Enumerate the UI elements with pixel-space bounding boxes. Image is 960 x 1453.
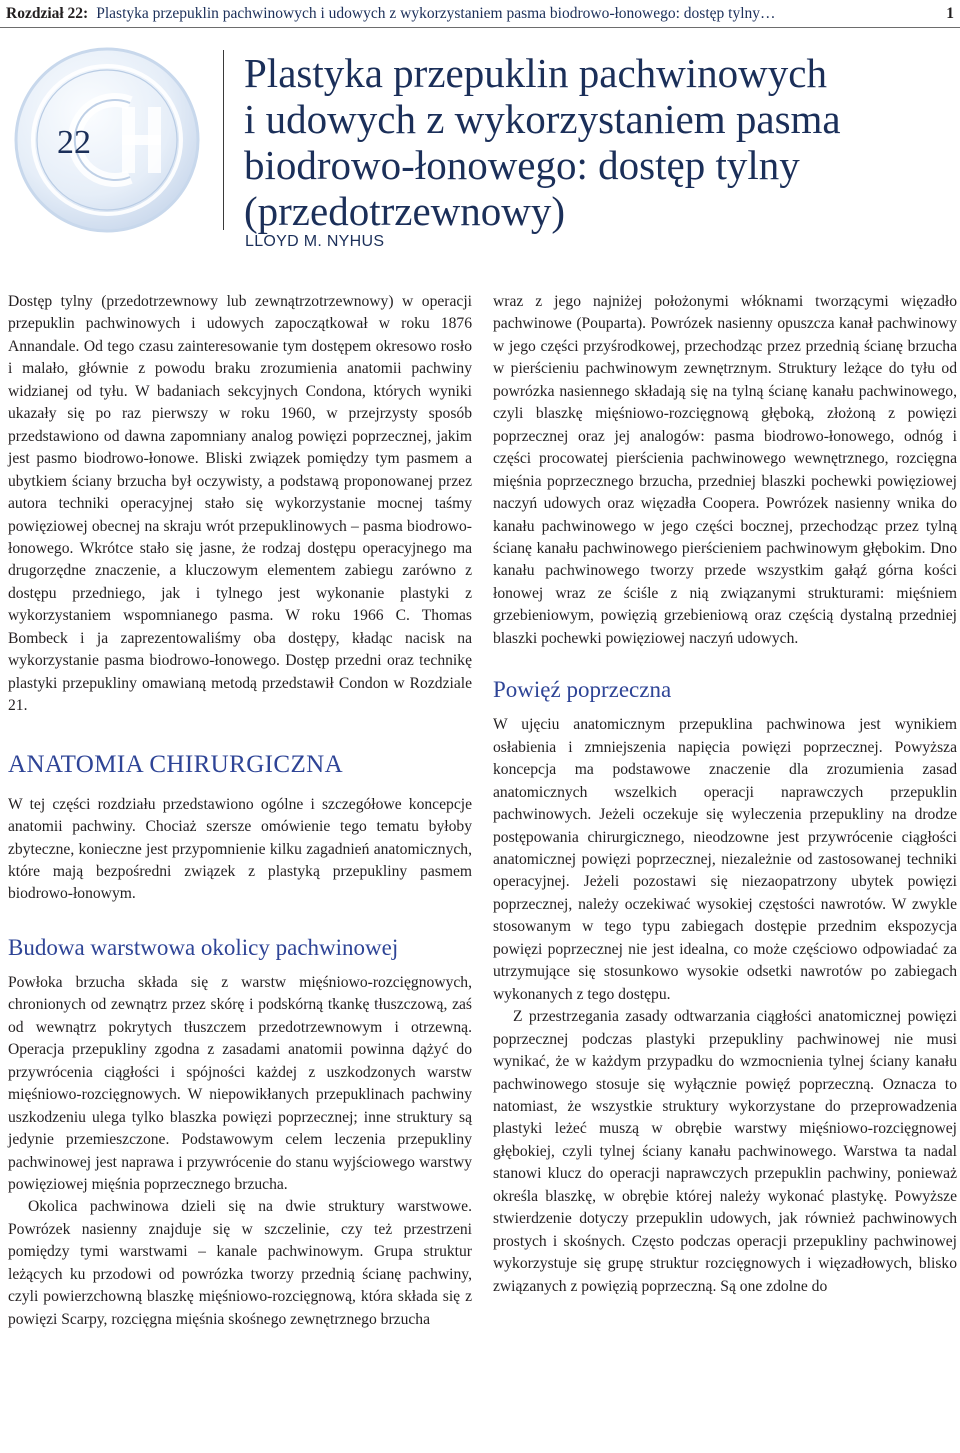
- chapter-title-line: Plastyka przepuklin pachwinowych: [244, 50, 827, 96]
- subsection-heading: Budowa warstwowa okolicy pachwinowej: [8, 934, 399, 960]
- body-paragraph: Z przestrzegania zasady odtwarzania ciągłości anatomicznej powięzi poprzecznej podczas plastyki przepukliny pachwinowej nie musi wynikać, że w każdym przypadku do wzmocnienia tylnej ściany kanału pachwinowego stosuje się wyłącznie powięź poprzeczną. Oznacza to natomiast, że wszystkie struktury wykorzystane do przeprowadzenia plastyki leżeć muszą w obrębie warstwy mięśniowo-rozcięgnowej głębokiej, czyli tylnej ściany kanału pachwinowego. Warstwa ta nadal stanowi klucz do operacji naprawczych przepuklin pachwiny, ponieważ określa blaszkę, w obrębie której należy wykonać plastykę. Powyższe stwierdzenie dotyczy przepuklin udowych, jak również pachwinowych prostych i skośnych. Często podczas operacji przepukliny pachwinowej wykorzystuje się grupę struktur rozcięgnowych i więzadłowych, blisko związanych z powięzią poprzeczną. Są one zdolne do: [493, 1008, 957, 1295]
- title-divider: [223, 50, 224, 230]
- body-paragraph: wraz z jego najniżej położonymi włóknami tworzącymi więzadło pachwinowe (Pouparta). Powrózek nasienny opuszcza kanał pachwinowy w jego części przyśrodkowej, przechodząc przez przednią ścianę brzucha w pierścieniu pachwinowym zewnętrznym. Struktury leżące do tyłu od powrózka nasiennego składają się na tylną ścianę kanału pachwinowego, czyli blaszkę mięśniowo-rozcięgnową głęboką, złożoną z powięzi poprzecznej oraz jej analogów: pasma biodrowo-łonowego, odnóg i części procowatej pierścienia pachwinowego wewnętrznego, rozcięgna mięśnia poprzecznego brzucha, przedniej blaszki pochewki powięziowej naczyń udowych oraz więzadła Coopera. Powrózek nasienny wnika do kanału pachwinowego w jego części bocznej, przechodząc przez tylną ścianę kanału pachwinowego pierścieniem pachwinowym głębokim. Dno kanału pachwinowego tworzy przede wszystkim gałąź górna kości łonowej wraz ze ściśle z nią związanymi strukturami: mięśniem grzebieniowym, powięzią grzebieniową oraz częścią dystalną przedniej blaszki pochewki powięziowej naczyń udowych.: [493, 293, 957, 647]
- chapter-title: [244, 50, 944, 234]
- chapter-title-line: biodrowo-łonowego: dostęp tylny: [244, 142, 800, 188]
- chapter-badge: [12, 45, 202, 235]
- chapter-number: 22: [57, 124, 91, 161]
- header-divider: [0, 27, 960, 28]
- body-paragraph: W ujęciu anatomicznym przepuklina pachwinowa jest wynikiem osłabienia i zmniejszenia napięcia powięzi poprzecznej. Powyższa koncepcja ma podstawowe znaczenie dla zrozumienia zasad anatomicznych wszelkich operacji naprawczych przepuklin pachwinowych. Jeżeli oczekuje się wyleczenia przepukliny na drodze postępowania chirurgicznego, nieodzowne jest przywrócenie ciągłości anatomicznej powięzi poprzecznej, niezależnie od zastosowanej techniki operacyjnej. Jeżeli pozostawi się niezaopatrzony ubytek powięzi poprzecznej, należy oczekiwać wysokiej częstości nawrotów. W zwykle stosowanym w tego typu zabiegach dostępie przednim ekspozycja powięzi poprzecznej nie jest idealna, co może częściowo odpowiadać za utrzymujące się stosunkowo wysokie odsetki nawrotów po zabiegach wykonanych z tego dostępu.: [493, 716, 957, 1003]
- body-paragraph: Okolica pachwinowa dzieli się na dwie struktury warstwowe. Powrózek nasienny znajduje się w szczelinie, czy też przestrzeni pomiędzy tymi warstwami – kanale pachwinowym. Grupa struktur leżących ku przodowi od powrózka tworzy przednią ścianę pachwiny, czyli powierzchowną blaszkę mięśniowo-rozcięgnową, która składa się z powięzi Scarpy, rozcięgna mięśnia skośnego zewnętrznego brzucha: [8, 1198, 472, 1328]
- chapter-title-line: i udowych z wykorzystaniem pasma: [244, 96, 841, 142]
- chapter-badge-emblem-icon: [12, 45, 202, 235]
- running-header-chapter: Rozdział 22:: [6, 5, 89, 22]
- page-number: 1: [946, 5, 954, 22]
- subsection-heading: Powięź poprzeczna: [493, 677, 672, 703]
- chapter-author: LLOYD M. NYHUS: [245, 233, 385, 250]
- intro-paragraph: Dostęp tylny (przedotrzewnowy lub zewnątrzotrzewnowy) w operacji przepuklin pachwinowych i udowych zapoczątkował w roku 1876 Annandale. Od tego czasu zainteresowanie tym dostępem okresowo rosło i malało, głównie z powodu braku zrozumienia anatomii pachwiny widzianej od tyłu. W badaniach sekcyjnych Condona, których wyniki ukazały się po raz pierwszy w roku 1960, w przejrzysty sposób przedstawiono od dawna zapomniany analog powięzi poprzecznej, jakim jest pasmo biodrowo-łonowe. Bliski związek pomiędzy tym pasmem a ubytkiem ściany brzucha był oczywisty, a podstawą proponowanej przez autora techniki operacyjnej stało się wykorzystanie mocnej taśmy powięziowej obecnej na skraju wrót przepuklinowych – pasma biodrowo-łonowego. Wkrótce stało się jasne, że rodzaj dostępu operacyjnego ma drugorzędne znaczenie, a kluczowym elementem zabiegu zarówno z dostępu przedniego, jak i tylnego jest wykonanie plastyki z wykorzystaniem wspomnianego pasma. W roku 1966 C. Thomas Bombeck i ja zaprezentowaliśmy oba dostępy, kładąc nacisk na wykorzystanie pasma biodrowo-łonowego. Dostęp przedni oraz technikę plastyki przepukliny omawianą metodą przedstawił Condon w Rozdziale 21.: [8, 293, 472, 715]
- right-column: [493, 291, 957, 1298]
- left-column: [8, 291, 472, 1331]
- chapter-title-line: (przedotrzewnowy): [244, 188, 566, 234]
- body-paragraph: Powłoka brzucha składa się z warstw mięśniowo-rozcięgnowych, chronionych od zewnątrz przez skórę i podskórną tkankę tłuszczową, zaś od wewnątrz pokrytych tłuszczem przedotrzewnowym i otrzewną. Operacja przepukliny zgodna z zasadami anatomii powinna dążyć do przywrócenia ciągłości i spójności każdej z uszkodzonych warstw mięśniowo-rozcięgnowych. W niepowikłanych przepuklinach pachwiny uszkodzeniu ulega tylko blaszka powięzi poprzecznej; inne struktury są jedynie przemieszczone. Podstawowym celem leczenia przepukliny pachwinowej jest naprawa i przywrócenie do stanu wyjściowego warstwy powięziowej mięśnia poprzecznego brzucha.: [8, 973, 472, 1193]
- running-header: [6, 3, 956, 25]
- body-paragraph: W tej części rozdziału przedstawiono ogólne i szczegółowe koncepcje anatomii pachwiny. Chociaż szersze omówienie tego tematu byłoby zbyteczne, konieczne jest przypomnienie kilku zagadnień anatomicznych, które mają bezpośredni związek z plastyką przepukliny pasmem biodrowo-łonowym.: [8, 795, 472, 903]
- section-heading: ANATOMIA CHIRURGICZNA: [8, 750, 344, 778]
- running-header-title: Plastyka przepuklin pachwinowych i udowych z wykorzystaniem pasma biodrowo-łonowego: dostęp tylny…: [96, 5, 776, 22]
